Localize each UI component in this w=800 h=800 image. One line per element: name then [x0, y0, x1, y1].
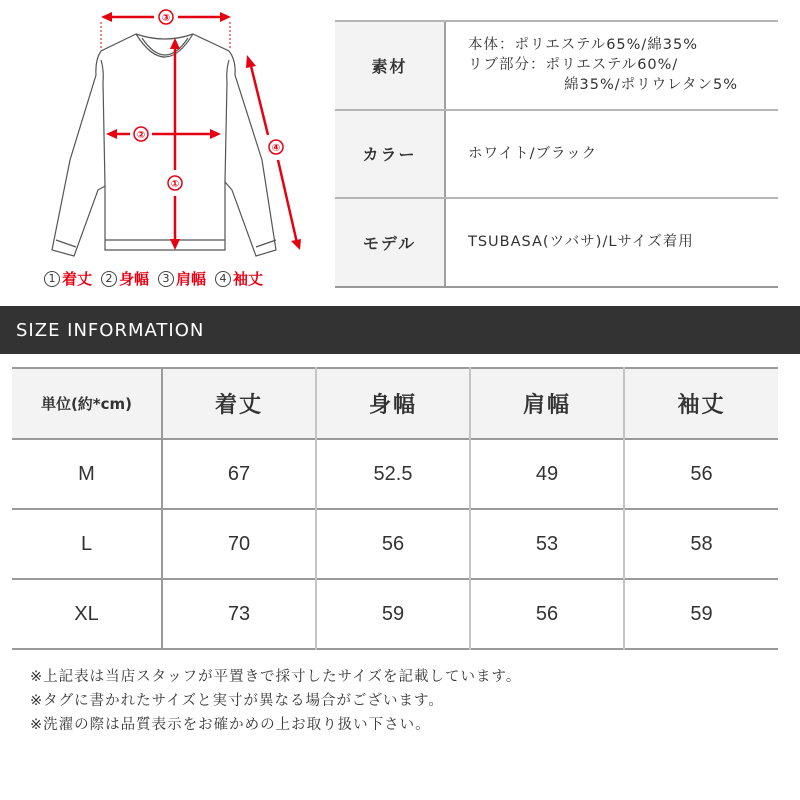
note-line: ※洗濯の際は品質表示をお確かめの上お取り扱い下さい。 — [30, 717, 431, 733]
table-row — [12, 509, 778, 579]
table-cell: 73 — [162, 579, 316, 649]
size-label: M — [12, 439, 162, 509]
table-row — [12, 439, 778, 509]
unit-header: 単位(約*cm) — [12, 368, 162, 439]
table-cell: 49 — [470, 439, 624, 509]
spec-label: カラー — [335, 111, 446, 198]
table-cell: 56 — [624, 439, 778, 509]
note-line: ※タグに書かれたサイズと実寸が異なる場合がございます。 — [30, 693, 444, 709]
spec-label: 素材 — [335, 22, 446, 109]
circled-number-icon: 2 — [101, 271, 117, 287]
column-header-sleeve: 袖丈 — [624, 368, 778, 439]
size-notes — [30, 665, 521, 737]
spec-value-line: ホワイト/ブラック — [468, 145, 598, 162]
size-table-header — [12, 368, 778, 439]
size-label: XL — [12, 579, 162, 649]
table-cell: 56 — [316, 509, 470, 579]
legend-item-shoulder — [158, 268, 206, 289]
marker-2: ② — [136, 130, 146, 141]
size-table — [12, 367, 778, 650]
note-line: ※上記表は当店スタッフが平置きで採寸したサイズを記載しています。 — [30, 669, 522, 685]
table-cell: 53 — [470, 509, 624, 579]
table-row — [12, 579, 778, 649]
legend-label: 着丈 — [62, 270, 93, 288]
legend-item-length — [44, 268, 92, 289]
table-cell: 59 — [316, 579, 470, 649]
column-header-shoulder: 肩幅 — [470, 368, 624, 439]
legend-item-chest — [101, 268, 149, 289]
circled-number-icon: 4 — [215, 271, 231, 287]
table-cell: 70 — [162, 509, 316, 579]
marker-1: ① — [170, 179, 180, 190]
product-spec-table — [335, 20, 778, 288]
size-information-banner: SIZE INFORMATION — [0, 306, 800, 354]
spec-value-line: リブ部分：ポリエステル60%/ — [468, 57, 679, 74]
measurement-legend — [44, 268, 304, 289]
legend-item-sleeve — [215, 268, 263, 289]
size-label: L — [12, 509, 162, 579]
table-cell: 52.5 — [316, 439, 470, 509]
spec-value — [446, 22, 778, 109]
legend-label: 肩幅 — [176, 270, 207, 288]
circled-number-icon: 3 — [158, 271, 174, 287]
legend-label: 身幅 — [119, 270, 150, 288]
spec-value-line: 本体：ポリエステル65%/綿35% — [468, 37, 699, 54]
spec-value-line: TSUBASA(ツバサ)/Lサイズ着用 — [468, 234, 694, 251]
legend-label: 袖丈 — [233, 270, 264, 288]
column-header-length: 着丈 — [162, 368, 316, 439]
column-header-chest: 身幅 — [316, 368, 470, 439]
sweatshirt-illustration-icon — [0, 0, 330, 300]
spec-value-line: 綿35%/ポリウレタン5% — [564, 77, 739, 94]
marker-3: ③ — [161, 13, 171, 24]
table-cell: 59 — [624, 579, 778, 649]
table-cell: 67 — [162, 439, 316, 509]
spec-row-model — [335, 199, 778, 288]
measurement-diagram — [0, 0, 330, 300]
spec-value — [446, 111, 778, 198]
spec-row-color — [335, 111, 778, 200]
marker-4: ④ — [271, 143, 281, 154]
table-cell: 58 — [624, 509, 778, 579]
spec-row-material — [335, 22, 778, 111]
circled-number-icon: 1 — [44, 271, 60, 287]
spec-label: モデル — [335, 199, 446, 286]
spec-value — [446, 199, 778, 286]
table-cell: 56 — [470, 579, 624, 649]
